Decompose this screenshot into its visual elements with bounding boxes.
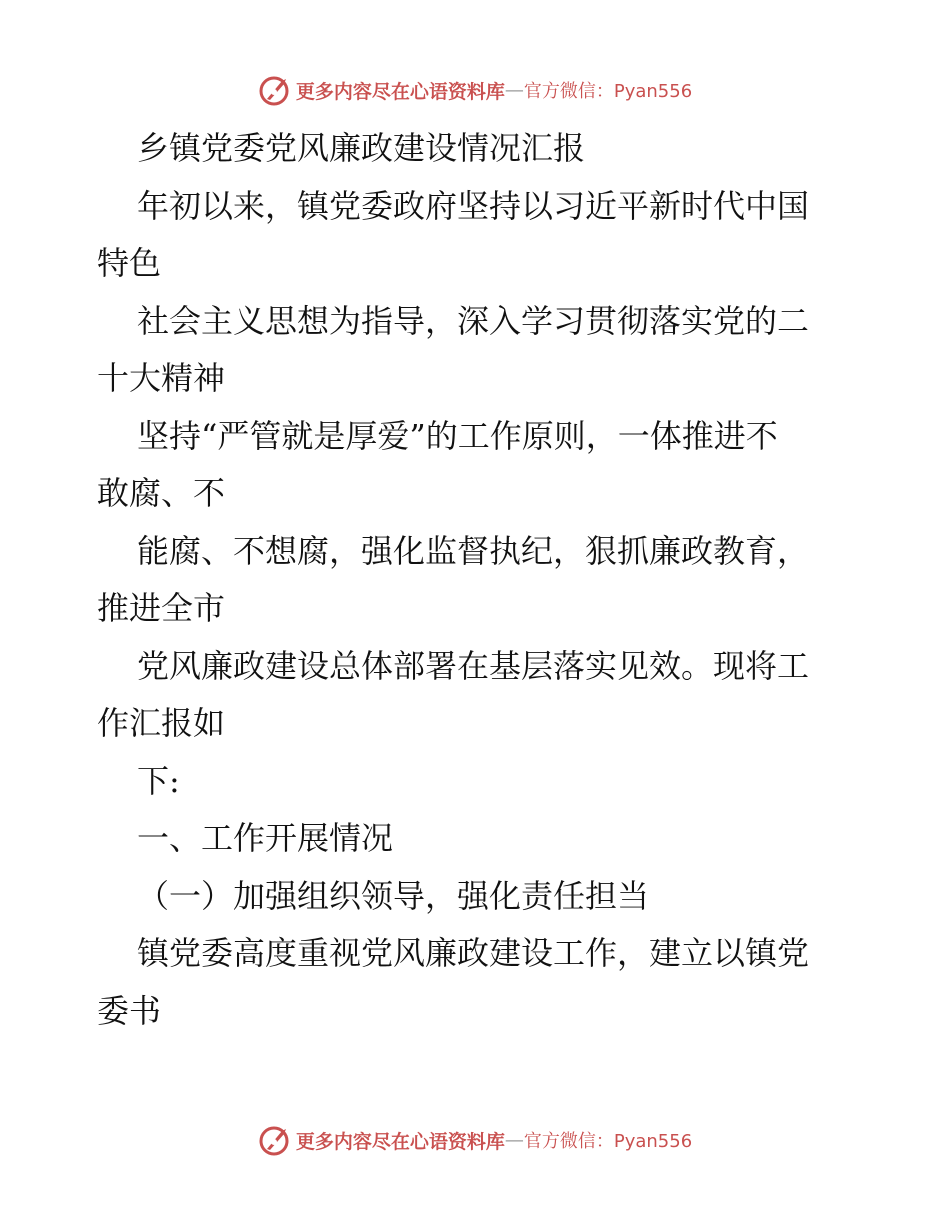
- quill-pen-circle-icon: [258, 73, 292, 107]
- header-watermark: [0, 70, 950, 110]
- watermark-main-text: 更多内容尽在心语资料库: [295, 1130, 505, 1153]
- watermark-separator: —: [504, 1129, 524, 1151]
- paragraph-line: 委书: [97, 991, 162, 1030]
- paragraph-line: 敢腐、不: [97, 474, 226, 512]
- section-heading: 一、工作开展情况: [137, 819, 394, 857]
- paragraph-line: 下:: [137, 761, 180, 800]
- paragraph-line: 年初以来，镇党委政府坚持以习近平新时代中国: [137, 186, 810, 225]
- paragraph-line: 作汇报如: [97, 704, 226, 742]
- paragraph-line: 党风廉政建设总体部署在基层落实见效。现将工: [137, 646, 810, 685]
- paragraph-line: 镇党委高度重视党风廉政建设工作，建立以镇党: [137, 934, 810, 972]
- watermark-separator: —: [504, 79, 524, 101]
- paragraph-line: 坚持“严管就是厚爱”的工作原则，一体推进不: [137, 416, 778, 455]
- quill-pen-circle-icon: [258, 1123, 292, 1157]
- paragraph-line: 推进全市: [97, 589, 226, 627]
- watermark-main-text: 更多内容尽在心语资料库: [295, 80, 505, 103]
- document-title: 乡镇党委党风廉政建设情况汇报: [137, 129, 586, 167]
- paragraph-line: 十大精神: [97, 359, 226, 397]
- subsection-heading: （一）加强组织领导，强化责任担当: [137, 876, 650, 915]
- watermark-wechat-text: 官方微信：Pyan556: [523, 81, 693, 102]
- paragraph-line: 社会主义思想为指导，深入学习贯彻落实党的二: [137, 301, 810, 340]
- document-body: [97, 120, 857, 1040]
- paragraph-line: 能腐、不想腐，强化监督执纪，狠抓廉政教育，: [137, 531, 810, 570]
- watermark-wechat-text: 官方微信：Pyan556: [523, 1131, 693, 1152]
- footer-watermark: [0, 1120, 950, 1160]
- paragraph-line: 特色: [97, 244, 162, 282]
